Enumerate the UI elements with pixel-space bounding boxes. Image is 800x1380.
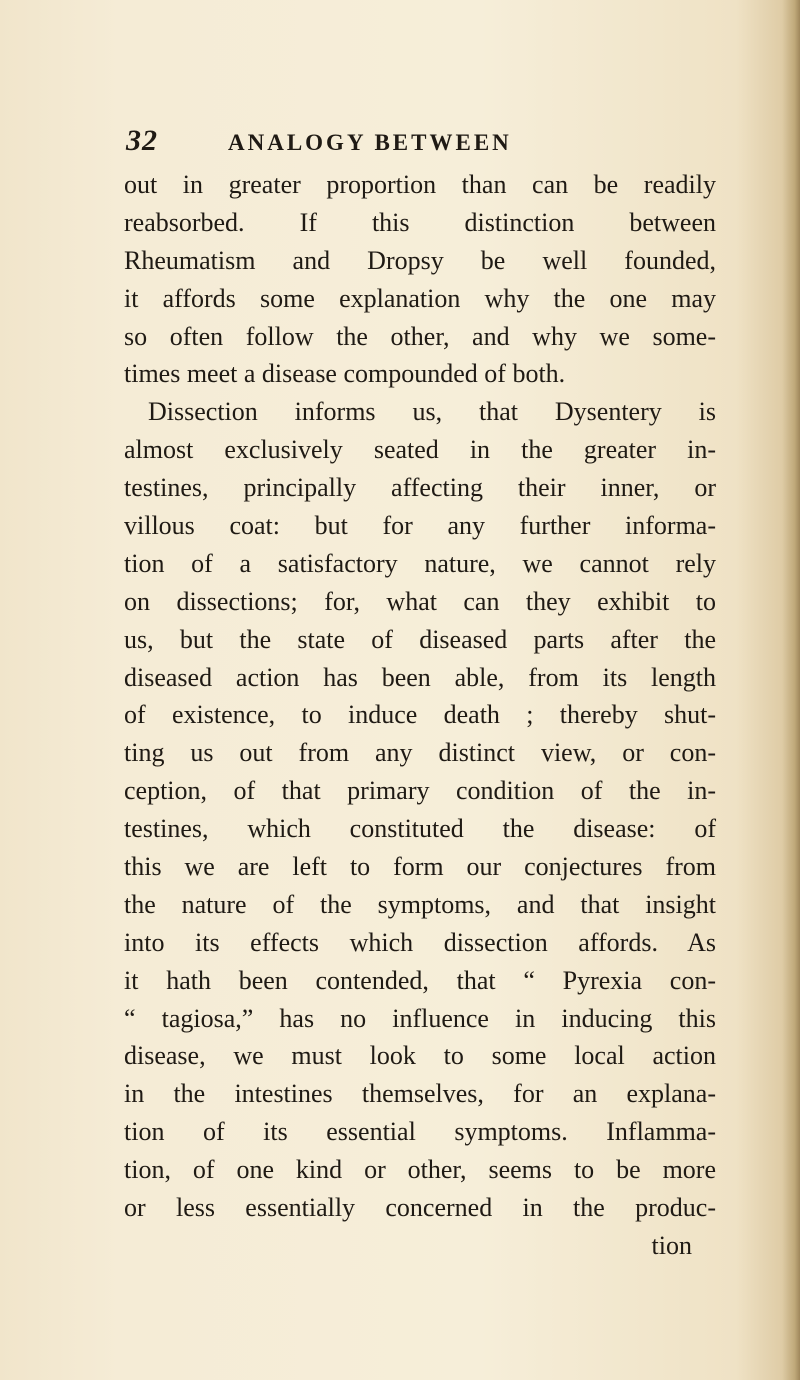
text-line: the nature of the symptoms, and that insight xyxy=(124,889,716,919)
text-line: into its effects which dissection affords. As xyxy=(124,927,716,957)
page-edge-shadow xyxy=(782,0,800,1380)
text-line: of existence, to induce death ; thereby shut- xyxy=(124,700,716,730)
text-line: on dissections; for, what can they exhibit to xyxy=(124,586,716,616)
text-line: us, but the state of diseased parts after the xyxy=(124,624,716,654)
text-line: out in greater proportion than can be readily xyxy=(124,170,716,199)
text-line: it affords some explanation why the one may xyxy=(124,283,716,313)
text-line: Dissection informs us, that Dysentery is xyxy=(148,397,716,427)
text-line: villous coat: but for any further informa- xyxy=(124,511,716,541)
text-line: or less essentially concerned in the produc- xyxy=(124,1193,716,1223)
text-line: in the intestines themselves, for an explana- xyxy=(124,1079,716,1109)
body-text xyxy=(124,166,716,1265)
text-line: almost exclusively seated in the greater in- xyxy=(124,435,716,465)
text-line: tion of its essential symptoms. Inflamma- xyxy=(124,1117,716,1147)
text-line: this we are left to form our conjectures from xyxy=(124,852,716,882)
text-line: ting us out from any distinct view, or con- xyxy=(124,738,716,768)
text-line: tion, of one kind or other, seems to be more xyxy=(124,1155,716,1185)
text-line: testines, which constituted the disease: of xyxy=(124,814,716,844)
text-line: times meet a disease compounded of both. xyxy=(124,359,566,389)
text-line: so often follow the other, and why we some- xyxy=(124,321,716,351)
text-line: disease, we must look to some local action xyxy=(124,1041,716,1071)
text-line: reabsorbed. If this distinction between xyxy=(124,207,716,237)
catchword: tion xyxy=(651,1230,692,1260)
text-line: it hath been contended, that “ Pyrexia con- xyxy=(124,965,716,995)
text-line: testines, principally affecting their inner, or xyxy=(124,473,716,503)
page-header xyxy=(126,123,686,167)
page-number: 32 xyxy=(126,124,158,157)
text-line: ception, of that primary condition of the in- xyxy=(124,776,716,806)
running-head: ANALOGY BETWEEN xyxy=(228,130,512,155)
text-line: tion of a satisfactory nature, we cannot rely xyxy=(124,548,716,578)
text-line: Rheumatism and Dropsy be well founded, xyxy=(124,245,716,275)
text-line: diseased action has been able, from its length xyxy=(124,662,716,692)
text-line: “ tagiosa,” has no influence in inducing this xyxy=(124,1003,716,1033)
